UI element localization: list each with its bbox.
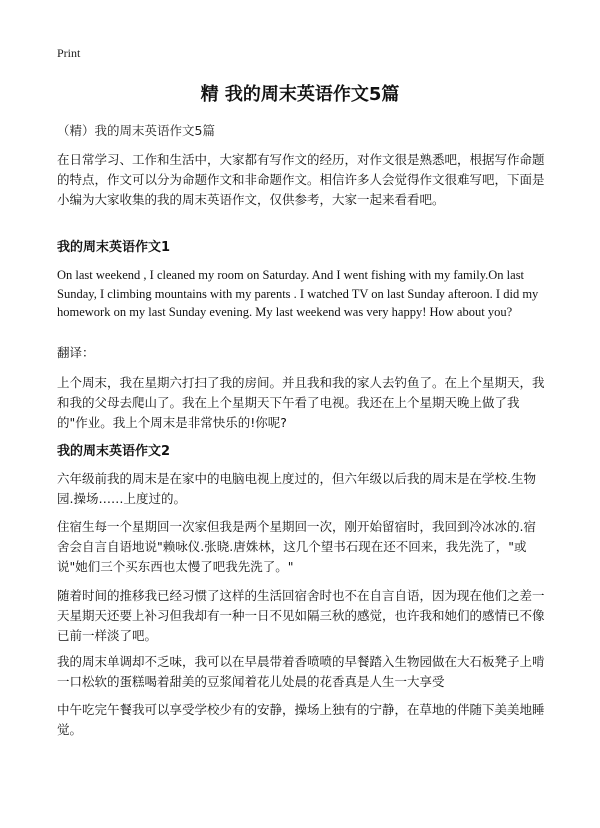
- essay2-paragraph-5: 中午吃完午餐我可以享受学校少有的安静，操场上独有的宁静，在草地的伴随下美美地睡觉。: [57, 702, 545, 737]
- translation-label: 翻译：: [57, 345, 95, 360]
- essay2-paragraph-1: 六年级前我的周末是在家中的电脑电视上度过的，但六年级以后我的周末是在学校.生物园.操场……上度过的。: [57, 471, 536, 506]
- essay2-paragraph-4: 我的周末单调却不乏味，我可以在早晨带着香喷喷的早餐踏入生物园做在大石板凳子上啃一口松软的蛋糕喝着甜美的豆浆闻着花儿处晨的花香真是人生一大享受: [57, 654, 545, 689]
- essay1-heading: 我的周末英语作文1: [57, 240, 171, 255]
- intro-paragraph: 在日常学习、工作和生活中，大家都有写作文的经历，对作文很是熟悉吧，根据写作命题的特点，作文可以分为命题作文和非命题作文。相信许多人会觉得作文很难写吧，下面是小编为大家收集的我的周末英语作文，仅供参考，大家一起来看看吧。: [57, 152, 545, 207]
- essay1-translation-paragraph: 上个周末，我在星期六打扫了我的房间。并且我和我的家人去钓鱼了。在上个星期天，我和我的父母去爬山了。我在上个星期天下午看了电视。我还在上个星期天晚上做了我的"作业。我上个周末是非常快乐的!你呢?: [57, 375, 545, 430]
- document-subtitle: （精）我的周末英语作文5篇: [57, 123, 215, 138]
- print-label: Print: [57, 46, 81, 60]
- essay2-heading: 我的周末英语作文2: [57, 444, 171, 459]
- document-title: 精 我的周末英语作文5篇: [200, 84, 400, 105]
- essay2-paragraph-2: 住宿生每一个星期回一次家但我是两个星期回一次，刚开始留宿时，我回到冷冰冰的.宿舍会自言自语地说"赖咏仪.张晓.唐姝林，这几个望书石现在还不回来，我先洗了，"或说"她们三个买东西也太慢了吧我先洗了。": [57, 519, 536, 574]
- essay2-paragraph-3: 随着时间的推移我已经习惯了这样的生活回宿舍时也不在自言自语，因为现在他们之差一天星期天还要上补习但我却有一种一日不见如隔三秋的感觉，也许我和她们的感情已不像已前一样淡了吧。: [57, 588, 545, 643]
- essay1-english-paragraph: On last weekend , I cleaned my room on Saturday. And I went fishing with my family.On last Sunday, I climbing mountains with my parents . I watched TV on last Sunday afteroon. I did my homework on my last Sunday evening. My last weekend was very happy! How about you?: [57, 268, 539, 319]
